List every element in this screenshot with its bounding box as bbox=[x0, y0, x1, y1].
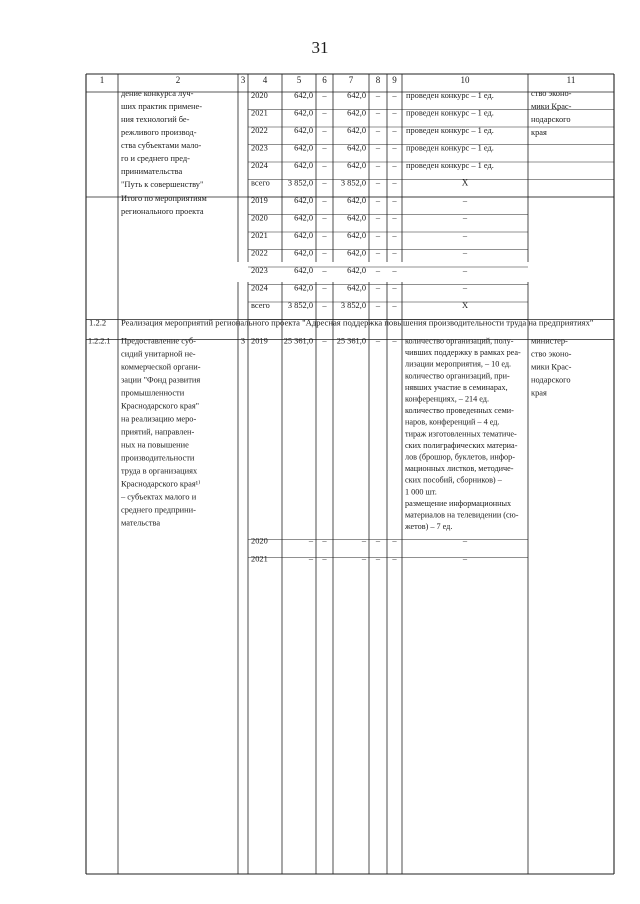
section-title: Реализация мероприятий регионального проекта "Адресная поддержка повышения производительности труда на предприятиях" bbox=[121, 317, 594, 328]
value-cell: – bbox=[392, 265, 397, 275]
value-cell: – bbox=[375, 230, 381, 240]
result-cell: проведен конкурс – 1 ед. bbox=[406, 160, 494, 170]
value-cell: 642,0 bbox=[294, 265, 313, 275]
column-number: 2 bbox=[175, 75, 181, 85]
value-cell: – bbox=[392, 213, 397, 223]
result-line: жетов) – 7 ед. bbox=[405, 522, 453, 532]
item-name-line: промышленности bbox=[121, 388, 185, 398]
result-line: лизации мероприятия, – 10 ед. bbox=[405, 359, 512, 369]
year-cell: всего bbox=[251, 178, 270, 188]
value-cell: 642,0 bbox=[347, 248, 366, 258]
year-cell: 2020 bbox=[251, 536, 268, 546]
result-cell: проведен конкурс – 1 ед. bbox=[406, 108, 494, 118]
year-cell: 2024 bbox=[251, 283, 268, 293]
section-number: 1.2.2 bbox=[89, 317, 107, 328]
value-cell: – bbox=[322, 336, 327, 346]
value-cell: 642,0 bbox=[294, 143, 313, 153]
item-name-line: на реализацию меро- bbox=[121, 414, 197, 424]
responsible-line: нодарского bbox=[531, 115, 571, 124]
value-cell: 642,0 bbox=[294, 195, 313, 205]
year-cell: 2023 bbox=[251, 265, 268, 275]
column-number: 5 bbox=[296, 75, 302, 85]
value-cell: 3 852,0 bbox=[287, 300, 313, 310]
value-cell: – bbox=[392, 178, 397, 188]
result-cell: проведен конкурс – 1 ед. bbox=[406, 143, 494, 153]
value-cell: – bbox=[322, 300, 327, 310]
item-name-line: – субъектах малого и bbox=[121, 492, 197, 502]
value-cell: – bbox=[322, 90, 327, 100]
value-cell: – bbox=[322, 230, 327, 240]
value-cell: 642,0 bbox=[294, 248, 313, 258]
value-cell: – bbox=[392, 230, 397, 240]
item-name-line: коммерческой органи- bbox=[121, 362, 201, 372]
item-name-line: режливого производ- bbox=[121, 128, 197, 137]
value-cell: – bbox=[392, 195, 397, 205]
value-cell: 642,0 bbox=[294, 283, 313, 293]
result-line: нявших участие в семинарах, bbox=[405, 382, 508, 392]
value-cell: – bbox=[361, 536, 366, 546]
column-number: 1 bbox=[99, 75, 105, 85]
item-number: 1.2.2.1 bbox=[88, 336, 111, 346]
result-line: чивших поддержку в рамках реа- bbox=[405, 348, 521, 358]
value-cell: – bbox=[322, 108, 327, 118]
result-cell: – bbox=[462, 283, 468, 293]
value-cell: – bbox=[322, 125, 327, 135]
column-number: 9 bbox=[392, 75, 397, 85]
value-cell: – bbox=[375, 178, 381, 188]
result-cell: – bbox=[462, 248, 468, 258]
value-cell: – bbox=[322, 178, 327, 188]
value-cell: – bbox=[392, 554, 397, 564]
year-cell: 2023 bbox=[251, 143, 268, 153]
item-name-line: ных на повышение bbox=[121, 440, 189, 450]
value-cell: 642,0 bbox=[347, 108, 366, 118]
value-cell: – bbox=[361, 554, 366, 564]
value-cell: – bbox=[375, 336, 381, 346]
value-cell: – bbox=[375, 536, 381, 546]
value-cell: – bbox=[375, 265, 381, 275]
value-cell: 642,0 bbox=[347, 230, 366, 240]
result-line: 1 000 шт. bbox=[405, 487, 437, 497]
item-name-line: ших практик примене- bbox=[121, 102, 203, 111]
value-cell: – bbox=[308, 554, 313, 564]
item-name-line: Краснодарского края¹⁾ bbox=[121, 479, 201, 489]
column-number: 11 bbox=[566, 75, 576, 85]
value-cell: – bbox=[375, 90, 381, 100]
responsible-line: нодарского bbox=[531, 375, 571, 385]
result-cell: X bbox=[461, 177, 469, 188]
value-cell: 642,0 bbox=[294, 108, 313, 118]
value-cell: 3 852,0 bbox=[287, 178, 313, 188]
result-cell: проведен конкурс – 1 ед. bbox=[406, 90, 494, 100]
column-number: 3 bbox=[240, 75, 246, 85]
item-name-line: дение конкурса луч- bbox=[121, 89, 194, 98]
value-cell: – bbox=[322, 160, 327, 170]
year-cell: 2022 bbox=[251, 125, 268, 135]
value-cell: – bbox=[375, 300, 381, 310]
value-cell: 642,0 bbox=[294, 230, 313, 240]
year-cell: 2022 bbox=[251, 248, 268, 258]
value-cell: – bbox=[322, 283, 327, 293]
item-name-line: зации "Фонд развития bbox=[121, 375, 201, 385]
value-cell: – bbox=[375, 195, 381, 205]
item-name-line: производительности bbox=[121, 453, 195, 463]
column-number: 4 bbox=[262, 75, 268, 85]
value-cell: – bbox=[375, 160, 381, 170]
item-name-line: Краснодарского края" bbox=[121, 401, 200, 411]
result-line: ских полиграфических материа- bbox=[405, 440, 518, 450]
result-cell: X bbox=[461, 300, 469, 310]
value-cell: – bbox=[392, 248, 397, 258]
item-name-line: Итого по мероприятиям bbox=[121, 194, 207, 203]
value-cell: 25 361,0 bbox=[283, 336, 313, 346]
result-cell: – bbox=[462, 195, 468, 205]
value-cell: – bbox=[322, 554, 327, 564]
value-cell: – bbox=[392, 300, 397, 310]
value-cell: – bbox=[375, 143, 381, 153]
value-cell: 642,0 bbox=[347, 160, 366, 170]
result-cell: – bbox=[462, 554, 468, 564]
item-name-line: "Путь к совершенству" bbox=[121, 180, 204, 189]
value-cell: – bbox=[322, 536, 327, 546]
value-cell: 642,0 bbox=[347, 143, 366, 153]
value-cell: – bbox=[392, 143, 397, 153]
item-name-line: приятий, направлен- bbox=[121, 427, 195, 437]
value-cell: – bbox=[375, 213, 381, 223]
value-cell: – bbox=[308, 536, 313, 546]
responsible-line: мики Крас- bbox=[531, 102, 572, 111]
value-cell: – bbox=[375, 554, 381, 564]
result-line: количество проведенных семи- bbox=[405, 406, 514, 416]
year-cell: 2021 bbox=[251, 108, 268, 118]
result-cell: – bbox=[462, 230, 468, 240]
value-cell: – bbox=[375, 108, 381, 118]
year-cell: 2024 bbox=[251, 160, 268, 170]
value-cell: – bbox=[392, 90, 397, 100]
source-cell: 3 bbox=[240, 336, 246, 346]
value-cell: 642,0 bbox=[347, 125, 366, 135]
result-line: наров, конференций – 4 ед. bbox=[405, 417, 500, 427]
value-cell: – bbox=[322, 213, 327, 223]
item-name-line: го и среднего пред- bbox=[121, 154, 190, 163]
value-cell: – bbox=[392, 108, 397, 118]
value-cell: – bbox=[392, 536, 397, 546]
result-line: конференциях, – 214 ед. bbox=[405, 394, 490, 404]
result-cell: – bbox=[462, 265, 468, 275]
result-line: материалов на телевидении (сю- bbox=[405, 510, 519, 520]
responsible-line: ство эконо- bbox=[531, 349, 572, 359]
value-cell: – bbox=[375, 283, 381, 293]
value-cell: 3 852,0 bbox=[340, 300, 366, 310]
value-cell: – bbox=[392, 283, 397, 293]
item-name-line: ния технологий бе- bbox=[121, 115, 190, 124]
value-cell: 25 361,0 bbox=[336, 336, 366, 346]
result-cell: проведен конкурс – 1 ед. bbox=[406, 125, 494, 135]
value-cell: – bbox=[375, 248, 381, 258]
value-cell: – bbox=[322, 265, 327, 275]
responsible-line: края bbox=[531, 388, 547, 398]
table bbox=[86, 74, 614, 874]
value-cell: – bbox=[322, 195, 327, 205]
item-name-line: мательства bbox=[121, 518, 161, 528]
value-cell: 642,0 bbox=[347, 283, 366, 293]
responsible-line: мики Крас- bbox=[531, 362, 572, 372]
item-name-line: Предоставление суб- bbox=[121, 336, 196, 346]
responsible-line: края bbox=[531, 128, 547, 137]
value-cell: 642,0 bbox=[347, 90, 366, 100]
item-name-line: сидий унитарной не- bbox=[121, 349, 196, 359]
result-line: лов (брошюр, буклетов, инфор- bbox=[405, 452, 515, 462]
result-cell: – bbox=[462, 536, 468, 546]
value-cell: – bbox=[322, 248, 327, 258]
column-number: 8 bbox=[375, 75, 381, 85]
value-cell: – bbox=[375, 125, 381, 135]
result-line: количество организаций, полу- bbox=[405, 336, 514, 346]
result-line: размещение информационных bbox=[405, 498, 512, 508]
value-cell: – bbox=[392, 160, 397, 170]
item-name-line: регионального проекта bbox=[121, 207, 204, 216]
value-cell: 3 852,0 bbox=[340, 178, 366, 188]
year-cell: 2019 bbox=[251, 195, 268, 205]
year-cell: 2021 bbox=[251, 554, 268, 564]
value-cell: 642,0 bbox=[347, 195, 366, 205]
year-cell: 2020 bbox=[251, 213, 268, 223]
value-cell: – bbox=[392, 336, 397, 346]
column-number: 10 bbox=[460, 75, 470, 85]
responsible-line: министер- bbox=[531, 336, 568, 346]
page-number: 31 bbox=[311, 38, 329, 57]
value-cell: – bbox=[392, 125, 397, 135]
year-cell: 2021 bbox=[251, 230, 268, 240]
value-cell: 642,0 bbox=[294, 125, 313, 135]
value-cell: 642,0 bbox=[294, 160, 313, 170]
column-number: 7 bbox=[348, 75, 354, 85]
year-cell: 2019 bbox=[251, 336, 268, 346]
result-line: количество организаций, при- bbox=[405, 371, 510, 381]
item-name-line: среднего предприни- bbox=[121, 505, 196, 515]
result-line: мационных листков, методиче- bbox=[405, 464, 514, 474]
result-line: ских пособий, сборников) – bbox=[405, 475, 502, 485]
value-cell: – bbox=[322, 143, 327, 153]
value-cell: 642,0 bbox=[294, 90, 313, 100]
item-name-line: труда в организациях bbox=[121, 466, 198, 476]
item-name-line: ства субъектами мало- bbox=[121, 141, 202, 150]
value-cell: 642,0 bbox=[347, 213, 366, 223]
value-cell: 642,0 bbox=[294, 213, 313, 223]
item-name-line: принимательства bbox=[121, 167, 183, 176]
result-cell: – bbox=[462, 213, 468, 223]
column-number: 6 bbox=[322, 75, 327, 85]
year-cell: всего bbox=[251, 300, 270, 310]
result-line: тираж изготовленных тематиче- bbox=[405, 429, 517, 439]
year-cell: 2020 bbox=[251, 90, 268, 100]
responsible-line: ство эконо- bbox=[531, 89, 572, 98]
value-cell: 642,0 bbox=[347, 265, 366, 275]
